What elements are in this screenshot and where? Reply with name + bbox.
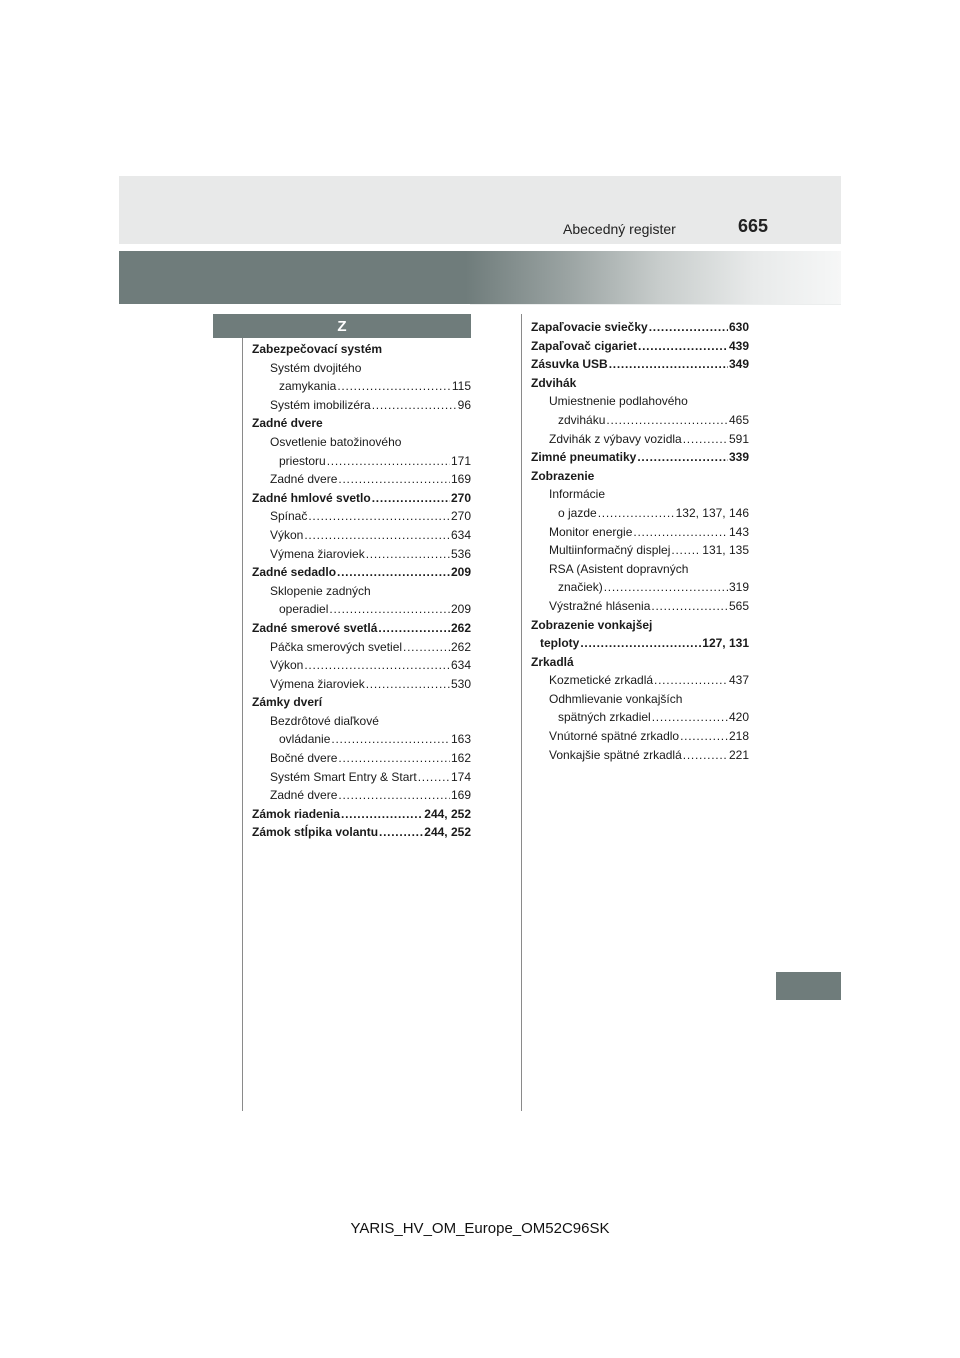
index-entry-term: Osvetlenie batožinového bbox=[270, 434, 402, 449]
document-code: YARIS_HV_OM_Europe_OM52C96SK bbox=[350, 1220, 610, 1237]
index-entry bbox=[252, 414, 471, 433]
index-entry-term: Odhmlievanie vonkajších bbox=[549, 691, 683, 706]
index-entry-term: Zrkadlá bbox=[531, 654, 574, 669]
index-entry bbox=[252, 693, 471, 712]
index-entry-term: Vonkajšie spätné zrkadlá bbox=[549, 747, 682, 762]
index-entry-page: 171 bbox=[450, 453, 471, 468]
index-entry bbox=[252, 377, 471, 396]
index-entry-page: 536 bbox=[450, 546, 471, 561]
index-entry-term: zdviháku bbox=[558, 412, 606, 427]
index-entry-term: Výmena žiaroviek bbox=[270, 676, 365, 691]
index-entry-term: spätných zrkadiel bbox=[558, 710, 651, 725]
index-entry bbox=[252, 712, 471, 731]
index-entry bbox=[252, 600, 471, 619]
index-entry bbox=[252, 786, 471, 805]
index-entry-page: 221 bbox=[728, 747, 749, 762]
index-entry bbox=[252, 359, 471, 378]
index-entry-term: Zadné dvere bbox=[270, 472, 338, 487]
dot-leader bbox=[609, 355, 728, 374]
index-entry bbox=[252, 749, 471, 768]
index-entry-term: Systém imobilizéra bbox=[270, 397, 371, 412]
index-entry bbox=[531, 467, 749, 486]
dot-leader bbox=[341, 805, 423, 824]
index-entry bbox=[252, 452, 471, 471]
index-entry-page: 420 bbox=[728, 710, 749, 725]
chapter-side-tab bbox=[776, 972, 841, 1000]
index-entry-term: Spínač bbox=[270, 509, 308, 524]
index-entry-term: ovládanie bbox=[279, 732, 331, 747]
dot-leader bbox=[372, 489, 450, 508]
index-entry-page: 163 bbox=[450, 732, 471, 747]
dot-leader bbox=[338, 786, 450, 805]
index-entry bbox=[252, 507, 471, 526]
index-entry bbox=[531, 616, 749, 635]
index-entry-page: 162 bbox=[450, 751, 471, 766]
index-entry-term: Multiinformačný displej bbox=[549, 543, 671, 558]
index-entry bbox=[252, 396, 471, 415]
index-entry-term: RSA (Asistent dopravných bbox=[549, 561, 689, 576]
dot-leader bbox=[683, 430, 728, 449]
index-entry-page: 244, 252 bbox=[424, 806, 471, 821]
index-entry-page: 270 bbox=[450, 490, 471, 505]
dot-leader bbox=[366, 545, 450, 564]
dot-leader bbox=[637, 448, 728, 467]
index-entry bbox=[531, 448, 749, 467]
index-entry-page: 218 bbox=[728, 729, 749, 744]
index-entry bbox=[531, 671, 749, 690]
dot-leader bbox=[671, 541, 701, 560]
index-entry bbox=[531, 690, 749, 709]
index-entry bbox=[531, 337, 749, 356]
index-entry bbox=[252, 526, 471, 545]
index-entry bbox=[252, 340, 471, 359]
index-entry-page: 262 bbox=[450, 639, 471, 654]
index-entry-page: 634 bbox=[450, 527, 471, 542]
index-entry bbox=[531, 411, 749, 430]
index-entry bbox=[531, 653, 749, 672]
index-entry-page: 169 bbox=[450, 788, 471, 803]
dot-leader bbox=[649, 318, 728, 337]
index-entry-term: Monitor energie bbox=[549, 524, 633, 539]
dot-leader bbox=[403, 638, 450, 657]
dot-leader bbox=[308, 507, 450, 526]
index-entry-page: 530 bbox=[450, 676, 471, 691]
dot-leader bbox=[683, 746, 728, 765]
index-entry-term: Zabezpečovací systém bbox=[252, 342, 383, 356]
index-entry bbox=[531, 578, 749, 597]
index-entry-page: 565 bbox=[728, 598, 749, 613]
dot-leader bbox=[378, 619, 450, 638]
dot-leader bbox=[338, 749, 450, 768]
index-entry-term: Zdvihák z výbavy vozidla bbox=[549, 431, 682, 446]
index-entry-page: 270 bbox=[450, 509, 471, 524]
index-entry-term: zamykania bbox=[279, 379, 337, 394]
index-entry-page: 634 bbox=[450, 658, 471, 673]
decorative-gradient-bar bbox=[119, 251, 841, 304]
index-entry bbox=[531, 355, 749, 374]
section-title: Abecedný register bbox=[563, 221, 676, 237]
index-entry-term: Zadné dvere bbox=[270, 788, 338, 803]
column-rule-middle bbox=[521, 314, 522, 1111]
dot-leader bbox=[338, 470, 450, 489]
index-entry-term: Informácie bbox=[549, 487, 606, 502]
index-entry-page: 591 bbox=[728, 431, 749, 446]
index-entry-term: Zobrazenie bbox=[531, 468, 595, 483]
index-entry bbox=[252, 582, 471, 601]
index-entry-page: 630 bbox=[728, 320, 749, 334]
index-entry-term: Zámok stĺpika volantu bbox=[252, 825, 379, 840]
index-entry-page: 132, 137, 146 bbox=[675, 505, 749, 520]
dot-leader bbox=[327, 452, 450, 471]
index-entry bbox=[531, 727, 749, 746]
index-entry-page: 437 bbox=[728, 673, 749, 688]
index-entry-page: 209 bbox=[450, 565, 471, 580]
index-entry-term: Výkon bbox=[270, 658, 304, 673]
index-entry bbox=[531, 318, 749, 337]
index-entry-term: Zobrazenie vonkajšej bbox=[531, 617, 653, 632]
column-rule-left bbox=[242, 338, 243, 1111]
index-entry-term: o jazde bbox=[558, 505, 597, 520]
dot-leader bbox=[598, 504, 675, 523]
index-entry-page: 262 bbox=[450, 620, 471, 635]
index-entry-term: Zámky dverí bbox=[252, 695, 323, 710]
index-entry-term: Zásuvka USB bbox=[531, 357, 608, 372]
dot-leader bbox=[606, 411, 728, 430]
dot-leader bbox=[418, 768, 450, 787]
index-entry bbox=[252, 619, 471, 638]
index-entry-term: Bezdrôtové diaľkové bbox=[270, 713, 379, 728]
dot-leader bbox=[654, 671, 728, 690]
index-entry-term: Sklopenie zadných bbox=[270, 583, 371, 598]
index-entry-term: Zadné smerové svetlá bbox=[252, 620, 378, 635]
index-entry-page: 127, 131 bbox=[702, 636, 749, 651]
index-entry-term: Zimné pneumatiky bbox=[531, 450, 637, 465]
index-entry bbox=[531, 746, 749, 765]
dot-leader bbox=[331, 730, 450, 749]
index-entry bbox=[531, 523, 749, 542]
index-entry-page: 319 bbox=[728, 580, 749, 595]
index-entry bbox=[252, 545, 471, 564]
index-entry-term: Systém dvojitého bbox=[270, 360, 362, 375]
index-entry bbox=[252, 805, 471, 824]
dot-leader bbox=[304, 656, 450, 675]
index-entry-term: Výstražné hlásenia bbox=[549, 598, 651, 613]
index-entry-term: Kozmetické zrkadlá bbox=[549, 673, 654, 688]
index-entry-term: teploty bbox=[540, 636, 580, 651]
index-entry bbox=[531, 374, 749, 393]
index-entry-page: 339 bbox=[728, 450, 749, 465]
index-entry bbox=[531, 708, 749, 727]
dot-leader bbox=[580, 634, 701, 653]
index-entry-term: Zapaľovač cigariet bbox=[531, 338, 638, 353]
index-entry-term: značiek) bbox=[558, 580, 603, 595]
dot-leader bbox=[651, 597, 728, 616]
dot-leader bbox=[366, 675, 450, 694]
index-entry-term: Zadné sedadlo bbox=[252, 565, 337, 580]
index-entry-term: Zadné dvere bbox=[252, 416, 323, 431]
dot-leader bbox=[633, 523, 728, 542]
index-entry bbox=[252, 675, 471, 694]
index-letter-heading: Z bbox=[213, 314, 471, 338]
dot-leader bbox=[680, 727, 728, 746]
index-column-1 bbox=[252, 340, 471, 842]
dot-leader bbox=[652, 708, 728, 727]
index-entry-term: Bočné dvere bbox=[270, 751, 338, 766]
index-entry-page: 96 bbox=[457, 397, 471, 412]
index-entry bbox=[531, 504, 749, 523]
index-entry bbox=[531, 541, 749, 560]
index-entry-term: Zapaľovacie sviečky bbox=[531, 320, 648, 334]
index-entry-page: 143 bbox=[728, 524, 749, 539]
index-entry bbox=[252, 656, 471, 675]
dot-leader bbox=[304, 526, 450, 545]
index-entry-term: Zadné hmlové svetlo bbox=[252, 490, 371, 505]
index-entry-page: 174 bbox=[450, 769, 471, 784]
index-entry-page: 244, 252 bbox=[424, 825, 471, 840]
index-entry bbox=[252, 489, 471, 508]
index-entry bbox=[531, 560, 749, 579]
dot-leader bbox=[337, 563, 450, 582]
dot-leader bbox=[337, 377, 451, 396]
index-entry-term: Systém Smart Entry & Start bbox=[270, 769, 417, 784]
index-entry bbox=[252, 470, 471, 489]
index-entry bbox=[531, 392, 749, 411]
index-entry-term: Výmena žiaroviek bbox=[270, 546, 365, 561]
dot-leader bbox=[372, 396, 457, 415]
index-entry-page: 349 bbox=[728, 357, 749, 372]
dot-leader bbox=[604, 578, 728, 597]
index-entry-term: Vnútorné spätné zrkadlo bbox=[549, 729, 680, 744]
index-entry-page: 465 bbox=[728, 412, 749, 427]
index-entry bbox=[531, 430, 749, 449]
index-entry bbox=[531, 485, 749, 504]
index-entry-term: operadiel bbox=[279, 602, 329, 617]
index-entry-page: 115 bbox=[451, 379, 471, 394]
index-entry-term: Páčka smerových svetiel bbox=[270, 639, 403, 654]
dot-leader bbox=[329, 600, 450, 619]
index-entry-page: 131, 135 bbox=[702, 543, 749, 558]
divider-line bbox=[470, 304, 841, 305]
index-entry-term: Výkon bbox=[270, 527, 304, 542]
index-entry-term: Umiestnenie podlahového bbox=[549, 394, 688, 409]
index-entry-page: 169 bbox=[450, 472, 471, 487]
index-entry bbox=[531, 597, 749, 616]
dot-leader bbox=[379, 823, 423, 842]
page-number: 665 bbox=[738, 216, 769, 236]
index-column-2 bbox=[531, 318, 749, 764]
index-entry-term: Zdvihák bbox=[531, 375, 577, 390]
index-entry-term: priestoru bbox=[279, 453, 326, 468]
index-entry bbox=[252, 823, 471, 842]
index-entry bbox=[252, 563, 471, 582]
index-entry-term: Zámok riadenia bbox=[252, 806, 341, 821]
index-entry-page: 209 bbox=[450, 602, 471, 617]
index-entry-page: 439 bbox=[728, 338, 749, 353]
index-entry bbox=[252, 730, 471, 749]
index-entry bbox=[252, 433, 471, 452]
dot-leader bbox=[638, 337, 728, 356]
index-entry bbox=[531, 634, 749, 653]
index-entry bbox=[252, 638, 471, 657]
index-entry bbox=[252, 768, 471, 787]
header-band bbox=[119, 176, 841, 244]
